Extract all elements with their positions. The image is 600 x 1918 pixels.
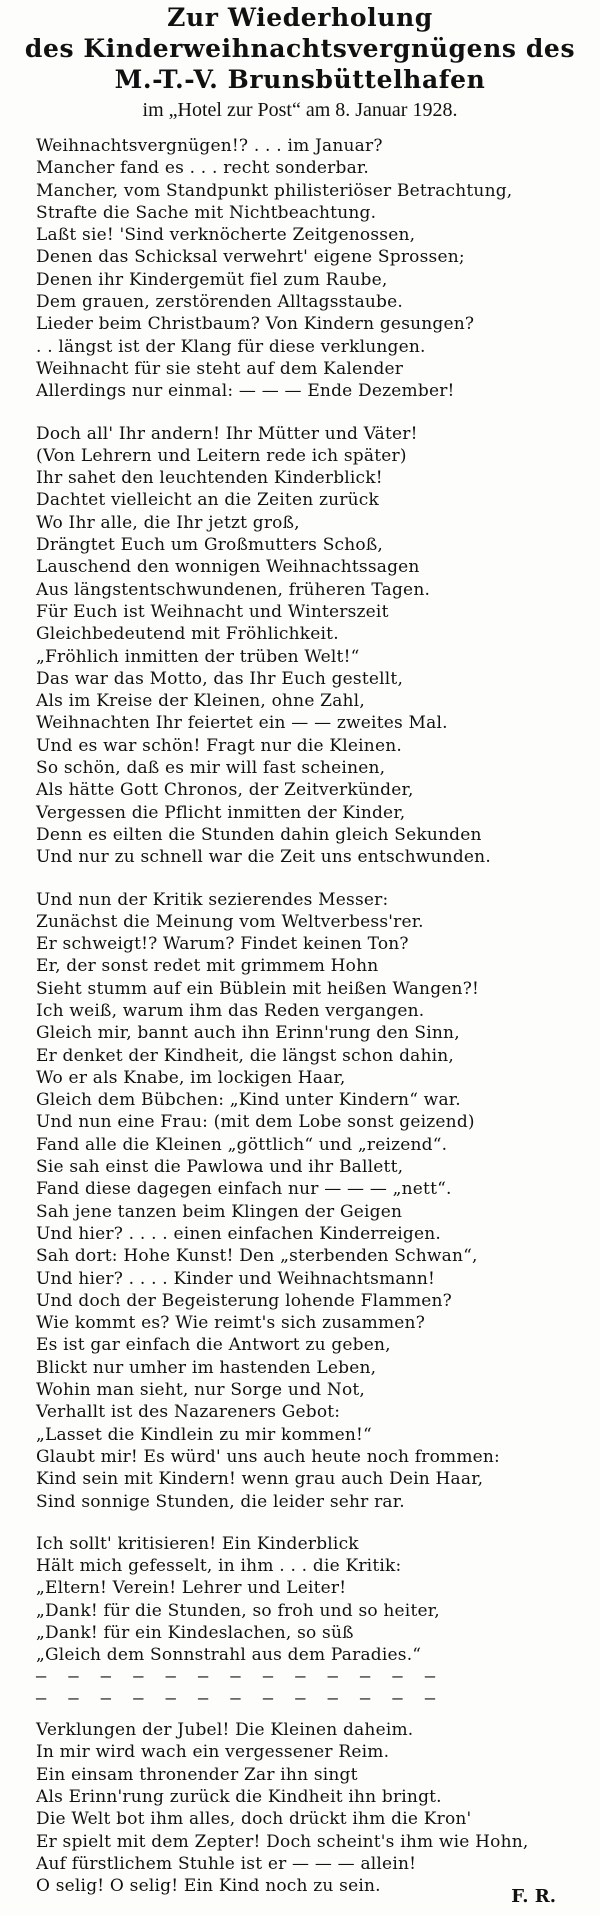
poem-line: Und es war schön! Fragt nur die Kleinen. xyxy=(36,735,402,756)
stanza-1 xyxy=(36,135,596,403)
poem-line: Mancher fand es . . . recht sonderbar. xyxy=(36,158,369,179)
poem-line: Dem grauen, zerstörenden Alltagsstaube. xyxy=(36,292,403,313)
poem-line: Weihnacht für sie steht auf dem Kalender xyxy=(36,358,404,379)
poem-line: Gleich dem Bübchen: „Kind unter Kindern“ war. xyxy=(36,1090,461,1111)
event-subtitle: im „Hotel zur Post“ am 8. Januar 1928. xyxy=(142,99,458,121)
poem-line: Ihr sahet den leuchtenden Kinderblick! xyxy=(36,468,383,489)
poem-line: Gleich mir, bannt auch ihn Erinn'rung den Sinn, xyxy=(36,1023,460,1044)
title-line-1: Zur Wiederholung xyxy=(167,3,433,32)
poem-line: Das war das Motto, das Ihr Euch gestellt, xyxy=(36,668,404,689)
poem-line: Und nur zu schnell war die Zeit uns entschwunden. xyxy=(36,847,491,868)
poem-line: Mancher, vom Standpunkt philisteriöser Betrachtung, xyxy=(36,180,513,201)
poem-header xyxy=(0,0,600,123)
poem-line: Kind sein mit Kindern! wenn grau auch Dein Haar, xyxy=(36,1469,484,1490)
poem-line: Und nun eine Frau: (mit dem Lobe sonst geizend) xyxy=(36,1112,475,1133)
poem-line: Denn es eilten die Stunden dahin gleich Sekunden xyxy=(36,824,482,845)
poem-line: Dachtet vielleicht an die Zeiten zurück xyxy=(36,490,379,511)
poem-line: Er, der sonst redet mit grimmem Hohn xyxy=(36,956,379,977)
poem-line: Als im Kreise der Kleinen, ohne Zahl, xyxy=(36,691,365,712)
poem-line: Als hätte Gott Chronos, der Zeitverkünder, xyxy=(36,780,414,801)
poem-line: Denen ihr Kindergemüt fiel zum Raube, xyxy=(36,269,388,290)
poem-line: Für Euch ist Weihnacht und Winterszeit xyxy=(36,601,389,622)
poem-line: Verhallt ist des Nazareners Gebot: xyxy=(36,1402,341,1423)
poem-line: Aus längstentschwundenen, früheren Tagen. xyxy=(36,579,431,600)
stanza-3 xyxy=(36,889,596,1513)
poem-line: Sah dort: Hohe Kunst! Den „sterbenden Schwan“, xyxy=(36,1246,478,1267)
poem-line: Hält mich gefesselt, in ihm . . . die Kritik: xyxy=(36,1556,402,1577)
poem-line: Lieder beim Christbaum? Von Kindern gesungen? xyxy=(36,314,475,335)
final-stanza xyxy=(36,1719,596,1897)
poem-line: Wo er als Knabe, im lockigen Haar, xyxy=(36,1067,346,1088)
poem-line: (Von Lehrern und Leitern rede ich später) xyxy=(36,445,407,466)
poem-line: Strafte die Sache mit Nichtbeachtung. xyxy=(36,202,377,223)
poem-line: Sind sonnige Stunden, die leider sehr rar. xyxy=(36,1491,405,1512)
poem-line: „Eltern! Verein! Lehrer und Leiter! xyxy=(36,1578,347,1599)
poem-line: Fand alle die Kleinen „göttlich“ und „reizend“. xyxy=(36,1134,448,1155)
poem-line: „Lasset die Kindlein zu mir kommen!“ xyxy=(36,1424,372,1445)
poem-line: „Gleich dem Sonnstrahl aus dem Paradies.“ xyxy=(36,1645,422,1666)
poem-line: Sieht stumm auf ein Büblein mit heißen Wangen?! xyxy=(36,978,480,999)
poem-line: Allerdings nur einmal: — — — Ende Dezember! xyxy=(36,381,455,402)
poem-line: Sie sah einst die Pawlowa und ihr Ballett, xyxy=(36,1157,404,1178)
poem-line: „Dank! für die Stunden, so froh und so heiter, xyxy=(36,1600,440,1621)
stanza-2 xyxy=(36,423,596,869)
poem-line: Ich weiß, warum ihm das Reden vergangen. xyxy=(36,1000,425,1021)
poem-line: Wie kommt es? Wie reimt's sich zusammen? xyxy=(36,1313,426,1334)
poem-body xyxy=(36,135,596,1918)
poem-line: Denen das Schicksal verwehrt' eigene Sprossen; xyxy=(36,247,465,268)
poem-line: Die Welt bot ihm alles, doch drückt ihm die Kron' xyxy=(36,1809,472,1830)
poem-line: So schön, daß es mir will fast scheinen, xyxy=(36,758,386,779)
poem-line: Wo Ihr alle, die Ihr jetzt groß, xyxy=(36,512,300,533)
poem-line: Glaubt mir! Es würd' uns auch heute noch frommen: xyxy=(36,1446,500,1467)
dash-divider: — — — — — — — — — — — — — xyxy=(36,1689,442,1709)
dash-divider: — — — — — — — — — — — — — xyxy=(36,1667,442,1687)
poem-line: Als Erinn'rung zurück die Kindheit ihn bringt. xyxy=(36,1787,442,1808)
poem-line: „Dank! für ein Kindeslachen, so süß xyxy=(36,1623,354,1643)
poem-line: Lauschend den wonnigen Weihnachtssagen xyxy=(36,557,420,578)
poem-line: O selig! O selig! Ein Kind noch zu sein. xyxy=(36,1876,381,1897)
poem-line: Und nun der Kritik sezierendes Messer: xyxy=(36,889,389,910)
poem-line: Verklungen der Jubel! Die Kleinen daheim. xyxy=(36,1720,414,1741)
stanza-4 xyxy=(36,1533,596,1711)
poem-line: Doch all' Ihr andern! Ihr Mütter und Väter! xyxy=(36,423,418,444)
poem-line: Laßt sie! 'Sind verknöcherte Zeitgenossen, xyxy=(36,225,416,246)
poem-line: Er schweigt!? Warum? Findet keinen Ton? xyxy=(36,934,409,955)
poem-line: „Fröhlich inmitten der trüben Welt!“ xyxy=(36,646,360,667)
poem-line: Auf fürstlichem Stuhle ist er — — — allein! xyxy=(36,1853,417,1874)
poem-line: Ein einsam thronender Zar ihn singt xyxy=(36,1764,358,1785)
poem-line: Blickt nur umher im hastenden Leben, xyxy=(36,1357,377,1378)
poem-line: Und hier? . . . . einen einfachen Kinderreigen. xyxy=(36,1223,441,1244)
poem-line: . . längst ist der Klang für diese verklungen. xyxy=(36,336,426,357)
poem-line: Fand diese dagegen einfach nur — — — „nett“. xyxy=(36,1179,452,1200)
poem-line: Und hier? . . . . Kinder und Weihnachtsmann! xyxy=(36,1268,436,1289)
title-line-2: des Kinderweihnachtsvergnügens des xyxy=(24,34,576,63)
poem-line: Ich sollt' kritisieren! Ein Kinderblick xyxy=(36,1533,359,1554)
poem-line: Sah jene tanzen beim Klingen der Geigen xyxy=(36,1201,403,1222)
poem-line: Zunächst die Meinung vom Weltverbess'rer. xyxy=(36,911,424,932)
poem-line: Er denket der Kindheit, die längst schon dahin, xyxy=(36,1045,455,1066)
poem-line: Weihnachten Ihr feiertet ein — — zweites Mal. xyxy=(36,713,448,734)
author-signature: F. R. xyxy=(511,1886,556,1907)
poem-line: Wohin man sieht, nur Sorge und Not, xyxy=(36,1380,366,1401)
poem-line: Es ist gar einfach die Antwort zu geben, xyxy=(36,1335,391,1356)
title-line-3: M.-T.-V. Brunsbüttelhafen xyxy=(114,65,486,94)
poem-line: Und doch der Begeisterung lohende Flammen? xyxy=(36,1290,452,1311)
poem-line: Drängtet Euch um Großmutters Schoß, xyxy=(36,535,384,556)
poem-line: Er spielt mit dem Zepter! Doch scheint's ihm wie Hohn, xyxy=(36,1831,529,1852)
poem-line: In mir wird wach ein vergessener Reim. xyxy=(36,1742,390,1763)
poem-line: Gleichbedeutend mit Fröhlichkeit. xyxy=(36,624,339,645)
poem-line: Vergessen die Pflicht inmitten der Kinder, xyxy=(36,802,406,823)
poem-line: Weihnachtsvergnügen!? . . . im Januar? xyxy=(36,136,383,156)
